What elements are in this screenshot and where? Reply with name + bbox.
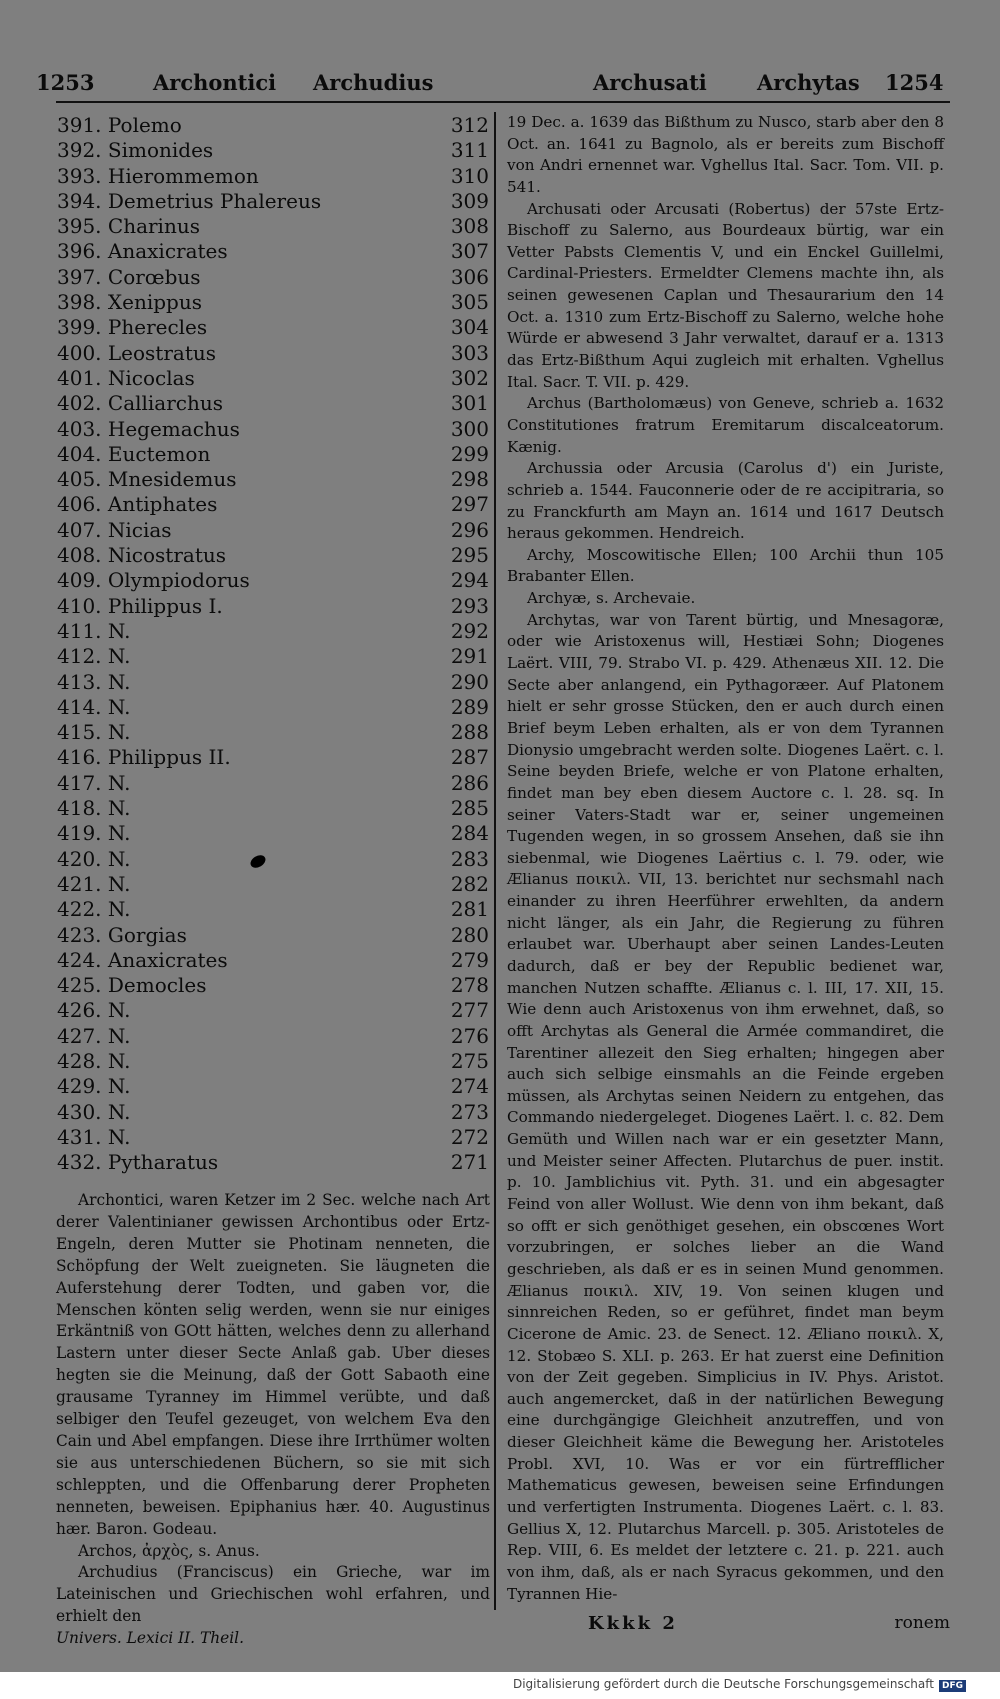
archon-name: 400. Leostratus xyxy=(57,340,217,365)
dfg-logo-icon: DFG xyxy=(939,1680,966,1692)
archon-year: 308 xyxy=(450,214,489,239)
archon-year: 305 xyxy=(450,290,489,315)
right-header-word-1: Archusati xyxy=(593,70,707,95)
archon-year: 276 xyxy=(450,1023,489,1048)
archon-name: 414. N. xyxy=(57,694,131,719)
archon-name: 420. N. xyxy=(57,846,131,871)
list-item xyxy=(57,366,489,391)
archon-year: 279 xyxy=(450,947,489,972)
list-item xyxy=(57,164,489,189)
archon-name: 406. Antiphates xyxy=(57,492,218,517)
list-item xyxy=(57,644,489,669)
list-item xyxy=(57,1049,489,1074)
footer-credit xyxy=(513,1677,966,1692)
list-item xyxy=(57,948,489,973)
archon-name: 395. Charinus xyxy=(57,214,200,239)
archon-name: 411. N. xyxy=(57,618,131,643)
archon-name: 422. N. xyxy=(57,897,131,922)
list-item xyxy=(57,745,489,770)
list-item xyxy=(57,897,489,922)
archon-name: 393. Hierommemon xyxy=(57,163,259,188)
list-item xyxy=(57,771,489,796)
list-item xyxy=(57,1024,489,1049)
archon-name: 413. N. xyxy=(57,669,131,694)
list-item xyxy=(57,341,489,366)
archon-year: 277 xyxy=(450,998,489,1023)
list-item xyxy=(57,265,489,290)
list-item xyxy=(57,1150,489,1175)
right-header-word-2: Archytas xyxy=(757,70,860,95)
list-item xyxy=(57,518,489,543)
list-item xyxy=(57,417,489,442)
list-item xyxy=(57,847,489,872)
list-item xyxy=(57,594,489,619)
list-item xyxy=(57,619,489,644)
list-item xyxy=(57,998,489,1023)
archon-list xyxy=(57,113,489,1175)
list-item xyxy=(57,923,489,948)
archon-name: 428. N. xyxy=(57,1048,131,1073)
archon-name: 423. Gorgias xyxy=(57,922,187,947)
list-item xyxy=(57,467,489,492)
archon-year: 273 xyxy=(450,1099,489,1124)
list-item xyxy=(57,670,489,695)
archon-name: 391. Polemo xyxy=(57,113,182,137)
footer-credit-text: Digitalisierung gefördert durch die Deutsche Forschungsgemeinschaft xyxy=(512,1677,934,1691)
archon-year: 271 xyxy=(450,1150,489,1175)
header-rule xyxy=(56,101,950,103)
archon-name: 412. N. xyxy=(57,644,131,669)
archon-year: 293 xyxy=(450,593,489,618)
right-catchword: ronem xyxy=(894,1613,950,1633)
archon-year: 300 xyxy=(450,416,489,441)
archon-name: 392. Simonides xyxy=(57,138,214,163)
archon-name: 409. Olympiodorus xyxy=(57,568,250,593)
archon-year: 287 xyxy=(450,745,489,770)
entry-archussia: Archussia oder Arcusia (Carolus d') ein Juriste, schrieb a. 1544. Fauconnerie oder de re accipitraria, so zu Franckfurth am Mayn an. 1614 und 1617 Deutsch heraus gekommen. Hendreich. xyxy=(507,459,944,543)
archon-name: 417. N. xyxy=(57,770,131,795)
list-item xyxy=(57,1074,489,1099)
archon-year: 286 xyxy=(450,770,489,795)
list-item xyxy=(57,189,489,214)
list-item xyxy=(57,973,489,998)
archon-year: 272 xyxy=(450,1124,489,1149)
archon-year: 280 xyxy=(450,922,489,947)
archon-name: 419. N. xyxy=(57,821,131,846)
list-item xyxy=(57,442,489,467)
archon-name: 430. N. xyxy=(57,1099,131,1124)
archon-year: 296 xyxy=(450,517,489,542)
right-page-number: 1254 xyxy=(885,70,944,95)
list-item xyxy=(57,138,489,163)
archon-year: 281 xyxy=(450,897,489,922)
list-item xyxy=(57,239,489,264)
archon-year: 309 xyxy=(450,188,489,213)
archon-name: 426. N. xyxy=(57,998,131,1023)
left-catchword: Univers. Lexici II. Theil. xyxy=(56,1629,244,1648)
archon-year: 301 xyxy=(450,391,489,416)
list-item xyxy=(57,872,489,897)
archon-year: 311 xyxy=(450,138,489,163)
archon-name: 398. Xenippus xyxy=(57,290,202,315)
archon-year: 284 xyxy=(450,821,489,846)
left-page-number: 1253 xyxy=(36,70,95,95)
footer-bar xyxy=(0,1672,1000,1699)
list-item xyxy=(57,796,489,821)
entry-archus: Archus (Bartholomæus) von Geneve, schrieb a. 1632 Constitutiones fratrum Eremitarum discalceatorum. Kænig. xyxy=(507,394,944,456)
archon-year: 289 xyxy=(450,694,489,719)
archon-year: 278 xyxy=(450,973,489,998)
left-column-text xyxy=(56,1190,490,1650)
entry-archy: Archy, Moscowitische Ellen; 100 Archii thun 105 Brabanter Ellen. xyxy=(507,545,944,586)
list-item xyxy=(57,315,489,340)
right-column-text xyxy=(507,112,944,1605)
archon-name: 415. N. xyxy=(57,720,131,745)
archon-year: 288 xyxy=(450,720,489,745)
entry-archytas: Archytas, war von Tarent bürtig, und Mnesagoræ, oder wie Aristoxenus will, Hestiæi Sohn; Diogenes Laërt. VIII, 79. Strabo VI. p. 429. Athenæus XII. 12. Die Secte aber anlangend, ein Pythagoræer. Auf Platonem hielt er sehr grosse Stücken, den er auch durch einen Brief beym Leben erhalten, als er von dem Tyrannen Dionysio umgebracht werden solte. Diogenes Laërt. c. l. Seine beyden Briefe, welche er von Platone erhalten, findet man bey eben diesem Auctore c. l. 28. sq. In seiner Vaters-Stadt war er, seiner ungemeinen Tugenden wegen, in so grossem Ansehen, daß sie ihn siebenmal, wie Diogenes Laërtius c. l. 79. oder, wie Ælianus ποικιλ. VII, 13. berichtet nur sechsmahl nach einander zu ihren Heerführer erwehlten, da andern nicht länger, als ein Jahr, die Regierung zu führen erlaubet war. Uberhaupt aber seinen Landes-Leuten dadurch, daß er bey der Republic bedienet war, manchen Nutzen schaffte. Ælianus c. l. III, 17. XII, 15. Wie denn auch Aristoxenus von ihm erwehnet, daß, so offt Archytas als General die Armée commandiret, die Tarentiner allezeit den Sieg erhalten; hingegen aber auch sich selbige einsmahls an die Feinde ergeben müssen, als Archytas seinen Neidern zu entgehen, das Commando niedergeleget. Diogenes Laërt. l. c. 82. Dem Gemüth und Willen nach war er ein gesetzter Mann, und Meister seiner Affecten. Plutarchus de puer. instit. p. 10. Jamblichius vit. Pyth. 31. und ein abgesagter Feind von aller Wollust. Wie denn von ihm bekant, daß so offt er sich genöthiget gesehen, ein obscœnes Wort vorzubringen, er solches lieber an die Wand geschrieben, als daß er es in seinen Mund genommen. Ælianus ποικιλ. XIV, 19. Von seinen klugen und sinnreichen Reden, so er geführet, findet man beym Cicerone de Amic. 23. de Senect. 12. Æliano ποικιλ. X, 12. Stobæo S. XLI. p. 263. Er hat zuerst eine Definition von der Zeit gegeben. Simplicius in IV. Phys. Aristot. auch angemercket, daß in der natürlichen Bewegung eine durchgängige Gleichheit anzutreffen, und von dieser Gleichheit käme die Bewegung her. Aristoteles Probl. XVI, 10. Was er vor ein fürtrefflicher Mathematicus gewesen, beweisen seine Erfindungen und verfertigten Instrumenta. Diogenes Laërt. c. l. 83. Gellius X, 12. Plutarchus Marcell. p. 305. Aristoteles de Rep. VIII, 6. Es meldet der letztere c. 21. p. 221. auch von ihm, daß, als er nach Syracus gekommen, und den Tyrannen Hie- xyxy=(507,610,944,1603)
archon-year: 310 xyxy=(450,163,489,188)
archon-name: 397. Corœbus xyxy=(57,264,201,289)
archon-name: 394. Demetrius Phalereus xyxy=(57,188,322,213)
archon-name: 418. N. xyxy=(57,796,131,821)
archon-year: 294 xyxy=(450,568,489,593)
archon-name: 402. Calliarchus xyxy=(57,391,224,416)
archon-year: 291 xyxy=(450,644,489,669)
archon-year: 297 xyxy=(450,492,489,517)
archon-name: 425. Democles xyxy=(57,973,207,998)
archon-name: 424. Anaxicrates xyxy=(57,947,228,972)
entry-archos: Archos, ἀρχὸς, s. Anus. xyxy=(78,1541,260,1560)
archon-name: 405. Mnesidemus xyxy=(57,467,237,492)
archon-year: 302 xyxy=(450,365,489,390)
list-item xyxy=(57,113,489,138)
archon-year: 307 xyxy=(450,239,489,264)
list-item xyxy=(57,1125,489,1150)
list-item xyxy=(57,568,489,593)
archon-year: 298 xyxy=(450,467,489,492)
archon-name: 396. Anaxicrates xyxy=(57,239,228,264)
list-item xyxy=(57,1100,489,1125)
archon-year: 299 xyxy=(450,441,489,466)
archon-name: 431. N. xyxy=(57,1124,131,1149)
archon-year: 304 xyxy=(450,315,489,340)
signature-mark: Kkkk 2 xyxy=(588,1613,678,1634)
column-divider xyxy=(494,112,496,1610)
list-item xyxy=(57,492,489,517)
list-item xyxy=(57,290,489,315)
archon-year: 275 xyxy=(450,1048,489,1073)
entry-archyae: Archyæ, s. Archevaie. xyxy=(527,589,696,608)
archon-name: 399. Pherecles xyxy=(57,315,208,340)
archon-name: 408. Nicostratus xyxy=(57,543,226,568)
archon-name: 421. N. xyxy=(57,871,131,896)
entry-archontici: Archontici, waren Ketzer im 2 Sec. welche nach Art derer Valentinianer gewissen Archontibus oder Ertz-Engeln, deren Mutter sie Photinam nenneten, die Schöpfung der Welt zueigneten. Sie läugneten die Auferstehung derer Todten, und gaben vor, die Menschen könten selig werden, wenn sie nur einiges Erkäntniß von GOtt hätten, welches denn zu allerhand Lastern unter dieser Secte Anlaß gab. Uber dieses hegten sie die Meinung, daß der Gott Sabaoth eine grausame Tyranney im Himmel verübte, und daß selbiger den Teufel gezeuget, von welchem Eva den Cain und Abel empfangen. Diese ihre Irrthümer wolten sie aus unterschiedenen Büchern, so sie mit sich schleppten, und die Offenbarung derer Propheten nenneten, beweisen. Epiphanius hær. 40. Augustinus hær. Baron. Godeau. xyxy=(56,1191,490,1538)
archon-year: 290 xyxy=(450,669,489,694)
archon-name: 410. Philippus I. xyxy=(57,593,223,618)
archon-year: 306 xyxy=(450,264,489,289)
archon-name: 432. Pytharatus xyxy=(57,1150,219,1175)
list-item xyxy=(57,695,489,720)
archon-year: 295 xyxy=(450,543,489,568)
archon-name: 427. N. xyxy=(57,1023,131,1048)
archon-name: 416. Philippus II. xyxy=(57,745,231,770)
left-header-word-2: Archudius xyxy=(313,70,434,95)
list-item xyxy=(57,720,489,745)
list-item xyxy=(57,543,489,568)
archon-name: 401. Nicoclas xyxy=(57,365,195,390)
archon-year: 285 xyxy=(450,796,489,821)
left-header-word-1: Archontici xyxy=(153,70,277,95)
list-item xyxy=(57,214,489,239)
archon-year: 312 xyxy=(450,113,489,137)
archon-name: 403. Hegemachus xyxy=(57,416,240,441)
list-item xyxy=(57,821,489,846)
archon-name: 429. N. xyxy=(57,1074,131,1099)
archon-year: 303 xyxy=(450,340,489,365)
list-item xyxy=(57,391,489,416)
entry-archudius-continued: 19 Dec. a. 1639 das Bißthum zu Nusco, starb aber den 8 Oct. an. 1641 zu Bagnolo, als er bereits zum Bischoff von Andri ernennet war. Vghellus Ital. Sacr. Tom. VII. p. 541. xyxy=(507,113,944,196)
archon-year: 283 xyxy=(450,846,489,871)
archon-name: 407. Nicias xyxy=(57,517,172,542)
entry-archudius: Archudius (Franciscus) ein Grieche, war im Lateinischen und Griechischen wohl erfahren, und erhielt den xyxy=(56,1563,490,1626)
archon-year: 274 xyxy=(450,1074,489,1099)
archon-year: 282 xyxy=(450,871,489,896)
archon-year: 292 xyxy=(450,618,489,643)
entry-archusati: Archusati oder Arcusati (Robertus) der 57ste Ertz-Bischoff zu Salerno, aus Bourdeaux bürtig, war ein Vetter Pabsts Clementis V, und ein Enckel Guillelmi, Cardinal-Priesters. Ermeldter Clemens machte ihn, als seinen gewesenen Caplan und Thesaurarium den 14 Oct. a. 1310 zum Ertz-Bischoff zu Salerno, welche hohe Würde er abwesend 3 Jahr verwaltet, darauf er a. 1313 das Ertz-Bißthum Aqui zugleich mit erhalten. Vghellus Ital. Sacr. T. VII. p. 429. xyxy=(507,199,944,391)
archon-name: 404. Euctemon xyxy=(57,441,211,466)
